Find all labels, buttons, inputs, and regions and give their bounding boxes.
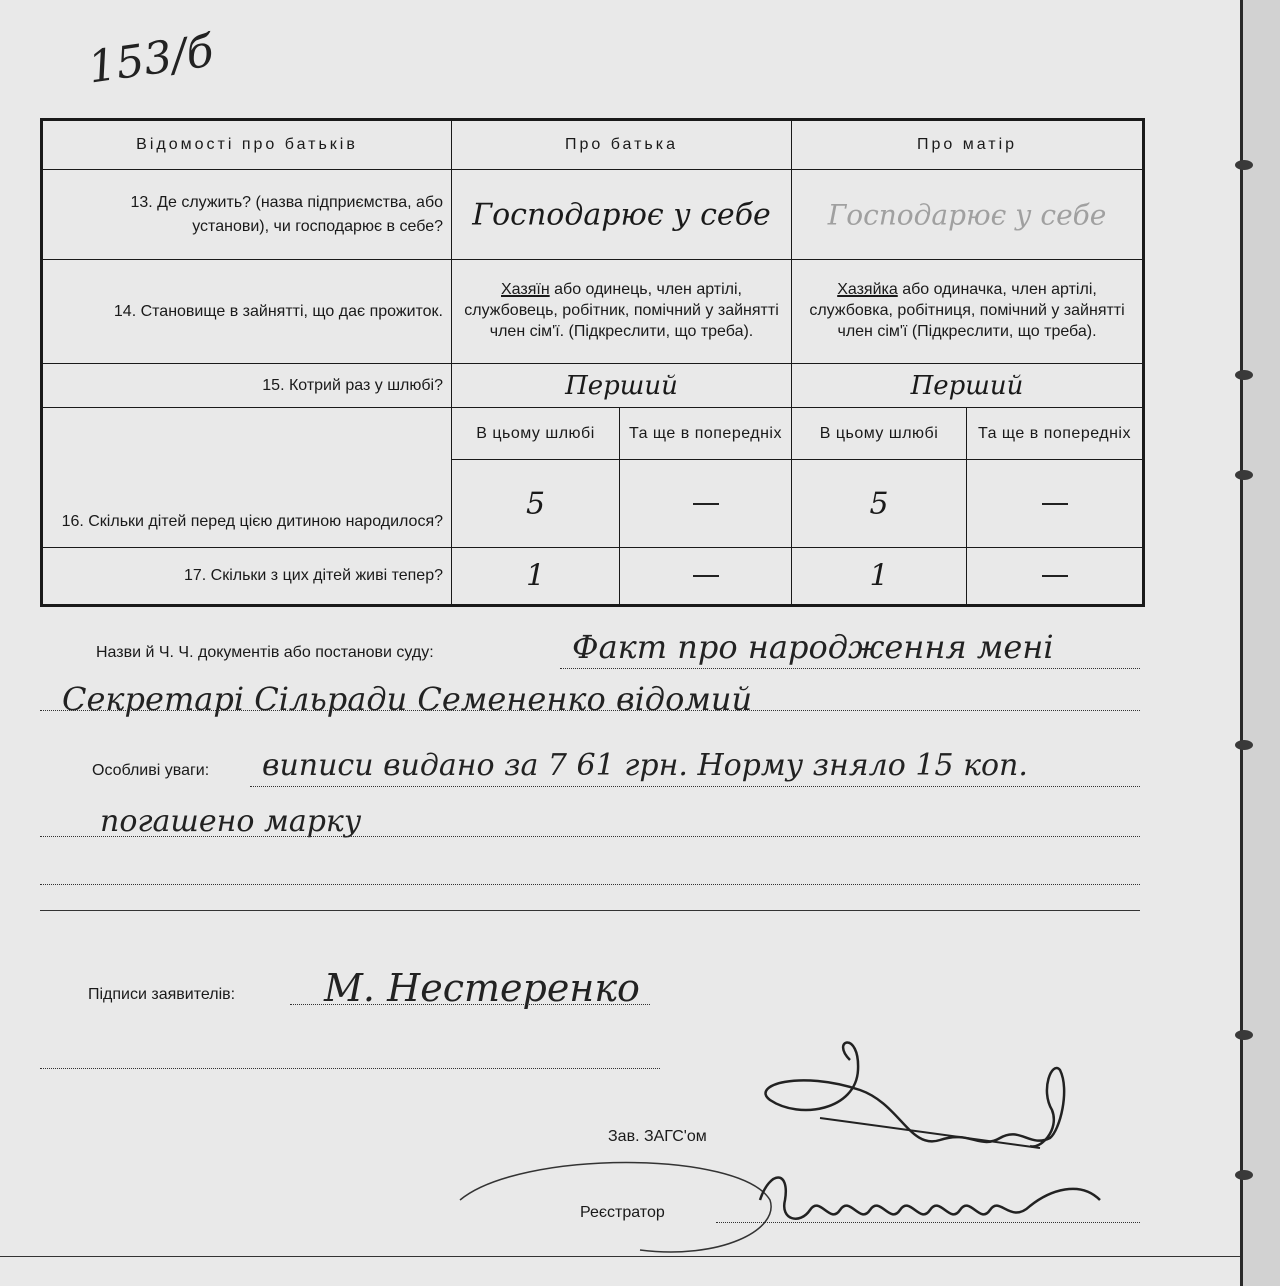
options-14-mother-text: або одиначка, член артілі, службовка, робітниця, помічний у зайнятті член сім'ї (Підкреслити, що треба).	[809, 281, 1125, 340]
binding-hole	[1235, 470, 1253, 480]
binding-hole	[1235, 740, 1253, 750]
answer-13-father	[452, 170, 792, 260]
page-bottom-rule	[0, 1256, 1240, 1257]
handwritten-13-mother: Господарює у себе	[827, 198, 1107, 231]
head-label: Зав. ЗАГС'ом	[608, 1128, 707, 1145]
binding-hole	[1235, 160, 1253, 170]
answer-13-mother	[792, 170, 1144, 260]
applicants-line-1	[290, 1004, 650, 1005]
question-16: 16. Скільки дітей перед цією дитиною народилося?	[42, 408, 452, 548]
answer-17-mother-prev	[967, 548, 1144, 606]
handwritten-17-mother-this: 1	[869, 558, 889, 594]
sub-father-this-marriage: В цьому шлюбі	[452, 408, 620, 460]
binding-hole	[1235, 1170, 1253, 1180]
answer-17-father-this	[452, 548, 620, 606]
applicant-signature: М. Нестеренко	[324, 966, 640, 1010]
sub-mother-previous: Та ще в попередніх	[967, 408, 1144, 460]
answer-16-father-this	[452, 460, 620, 548]
handwritten-13-father: Господарює у себе	[472, 197, 771, 232]
answer-15-mother	[792, 364, 1144, 408]
dash-mark	[1042, 575, 1068, 577]
documents-label: Назви й Ч. Ч. документів або постанови суду:	[96, 644, 434, 661]
answer-16-mother-this	[792, 460, 967, 548]
documents-handwritten-1: Факт про народження мені	[572, 628, 1054, 666]
question-13: 13. Де служить? (назва підприємства, або установи), чи господарює в себе?	[42, 170, 452, 260]
remarks-label: Особливі уваги:	[92, 762, 210, 779]
binding-hole	[1235, 370, 1253, 380]
registrar-label: Реєстратор	[580, 1204, 665, 1221]
underlined-owner-male: Хазяїн	[501, 281, 550, 299]
documents-line-1	[560, 668, 1140, 669]
header-mother: Про матір	[792, 120, 1144, 170]
documents-handwritten-2: Секретарі Сільради Семененко відомий	[62, 680, 753, 718]
dash-mark	[693, 503, 719, 505]
binding-hole	[1235, 1030, 1253, 1040]
underlined-owner-female: Хазяйка	[837, 281, 898, 299]
dash-mark	[1042, 503, 1068, 505]
answer-17-mother-this	[792, 548, 967, 606]
remarks-handwritten-1: виписи видано за 7 61 грн. Норму зняло 15 коп.	[262, 748, 1028, 783]
remarks-line-1	[250, 786, 1140, 787]
answer-16-mother-prev	[967, 460, 1144, 548]
section-divider	[40, 910, 1140, 911]
remarks-line-3	[40, 884, 1140, 885]
record-number: 153/б	[85, 25, 217, 94]
registrar-signature	[440, 1140, 1140, 1270]
dash-mark	[693, 575, 719, 577]
question-15: 15. Котрий раз у шлюбі?	[42, 364, 452, 408]
documents-line-2	[40, 710, 1140, 711]
sub-mother-this-marriage: В цьому шлюбі	[792, 408, 967, 460]
book-binding	[1240, 0, 1280, 1286]
sub-father-previous: Та ще в попередніх	[620, 408, 792, 460]
question-14: 14. Становище в зайнятті, що дає прожиток.	[42, 260, 452, 364]
handwritten-15-father: Перший	[565, 370, 678, 401]
remarks-line-2	[40, 836, 1140, 837]
options-14-father	[452, 260, 792, 364]
answer-15-father	[452, 364, 792, 408]
handwritten-15-mother: Перший	[910, 370, 1024, 401]
question-17: 17. Скільки з цих дітей живі тепер?	[42, 548, 452, 606]
options-14-father-text: або одинець, член артілі, службовець, робітник, помічний у зайнятті член сім'ї. (Підкреслити, що треба).	[464, 281, 779, 340]
parents-info-table	[40, 118, 1145, 607]
applicants-line-2	[40, 1068, 660, 1069]
applicants-label: Підписи заявителів:	[88, 986, 236, 1003]
handwritten-17-father-this: 1	[525, 558, 546, 594]
handwritten-16-mother-this: 5	[869, 486, 889, 521]
remarks-handwritten-2: погашено марку	[100, 804, 362, 839]
answer-17-father-prev	[620, 548, 792, 606]
handwritten-16-father-this: 5	[525, 486, 546, 521]
header-father: Про батька	[452, 120, 792, 170]
header-info: Відомості про батьків	[42, 120, 452, 170]
options-14-mother	[792, 260, 1144, 364]
answer-16-father-prev	[620, 460, 792, 548]
